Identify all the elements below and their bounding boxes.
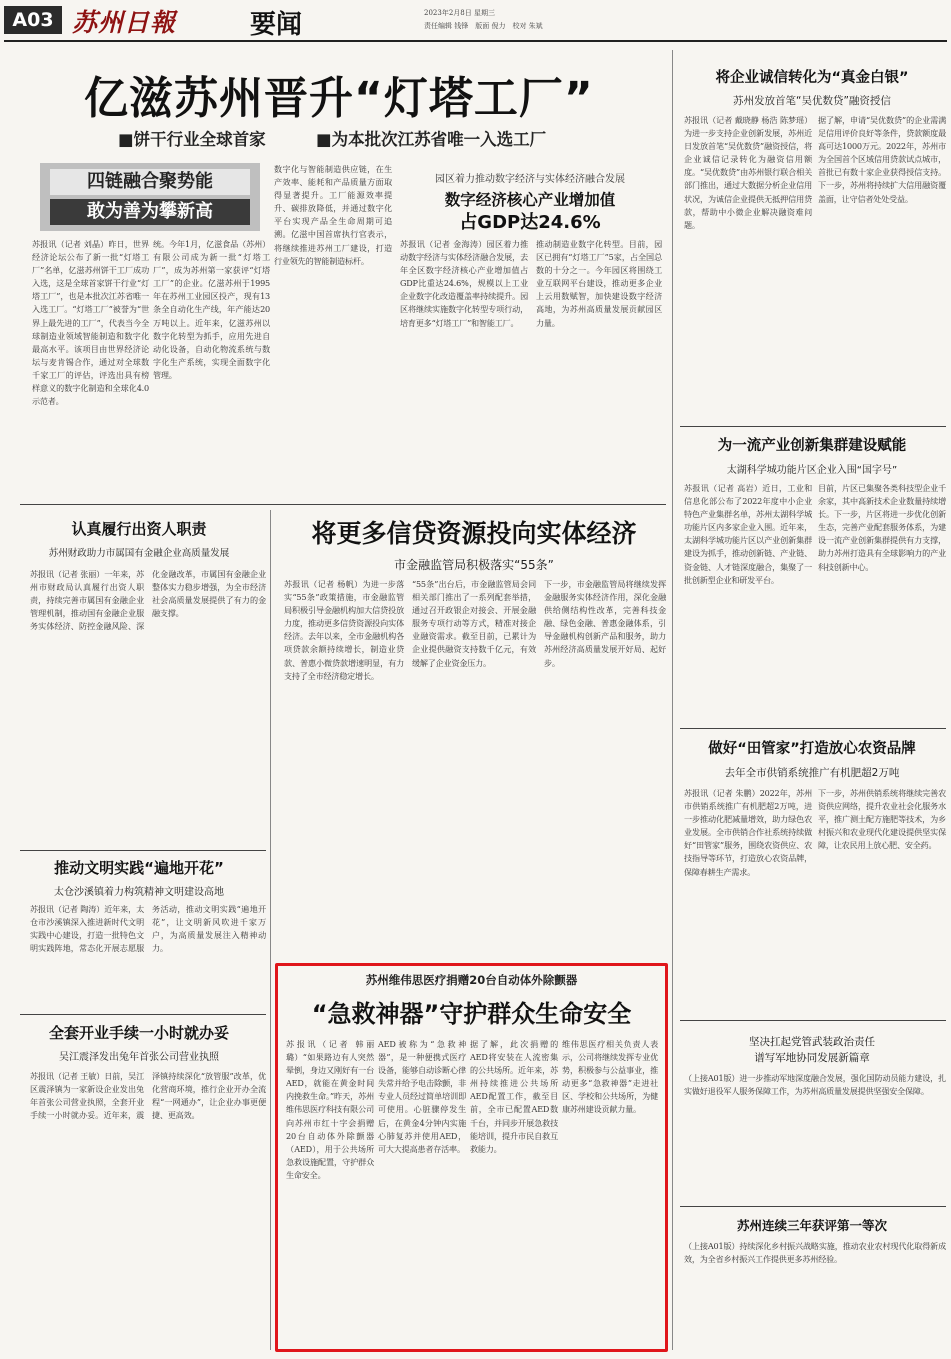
farm-title: 做好“田管家”打造放心农资品牌 — [708, 741, 916, 757]
right-rule-4 — [680, 1206, 946, 1207]
right-rule-2 — [680, 728, 946, 729]
credit-flow-column-1: 苏报讯（记者 杨帆）为进一步落实“55条”政策措施，市金融监管局积极引导金融机构加大信贷投放力度，推动更多信贷资源投向实体经济。去年以来，全市金融机构各项贷款余额持续增长，制造业贷款、普惠小微贷款增速明显，有力支持了全市经济稳定增长。 — [284, 579, 404, 681]
meta-date: 2023年2月8日 星期三 — [424, 9, 495, 17]
civility-title: 推动文明实践“遍地开花” — [54, 859, 224, 877]
farm-column-2: 下一步，苏州供销系统将继续完善农资供应网络，提升农业社会化服务水平，推广测土配方施肥等技术，为乡村振兴和农业现代化建设提供坚实保障，让农民用上放心肥、安全药。 — [818, 788, 946, 851]
credit-flow-column-3: 下一步，市金融监管局将继续发挥金融服务实体经济作用，深化金融供给侧结构性改革，完善科技金融、绿色金融、普惠金融体系，引导金融机构创新产品和服务，助力苏州经济高质量发展开好局、起好步。 — [544, 579, 666, 668]
credit-subtitle: 苏州发放首笔“吴优数贷”融资授信 — [733, 95, 891, 107]
masthead-rule — [4, 40, 947, 42]
license-subtitle: 吴江震泽发出兔年首张公司营业执照 — [59, 1052, 219, 1063]
inset-title-2: 占GDP达24.6% — [459, 212, 601, 233]
rank-title: 苏州连续三年获评第一等次 — [736, 1218, 887, 1233]
cluster-title: 为一流产业创新集群建设赋能 — [717, 438, 907, 454]
cluster-subtitle: 太湖科学城功能片区企业入围“国字号” — [726, 465, 898, 476]
lead-column-3: 数字化与智能制造供应链，在生产效率、能耗和产品质量方面取得显著提升。工厂能源效率提升、碳排放降低，并通过数字化平台实现产品全生命周期可追溯。亿滋中国首席执行官表示，将继续推进苏州工厂建设，打造行业领先的智能制造标杆。 — [274, 164, 392, 266]
cluster-column-2: 目前，片区已集聚各类科技型企业千余家，其中高新技术企业数量持续增长。下一步，片区将进一步优化创新生态，完善产业配套服务体系，为建设一流产业创新集群提供有力支撑，助力苏州打造具有全球影响力的产业科技创新中心。 — [818, 483, 946, 572]
license-body: 苏报讯（记者 王敏）日前，吴江区震泽镇为一家新设企业发出兔年首张公司营业执照，全套开业手续一小时就办妥。近年来，震泽镇持续深化“放管服”改革，优化营商环境，推行企业开办全流程“一网通办”，让企业办事更便捷、更高效。 — [30, 1071, 266, 1121]
cluster-column-1: 苏报讯（记者 高岩）近日，工业和信息化部公布了2022年度中小企业特色产业集群名单，苏州太湖科学城功能片区内多家企业入围。近年来，太湖科学城功能片区以产业创新集群建设为抓手，推动创新链、产业链、资金链、人才链深度融合，集聚了一批创新型企业和研发平台。 — [684, 483, 812, 585]
page-number: A03 — [4, 6, 62, 34]
rank-body: （上接A01版）持续深化乡村振兴战略实施，推动农业农村现代化取得新成效，为全省乡村振兴工作提供更多苏州经验。 — [684, 1241, 946, 1265]
aed-label: 苏州维伟思医疗捐赠20台自动体外除颤器 — [365, 973, 578, 987]
aed-title: “急救神器”守护群众生命安全 — [311, 1000, 632, 1028]
aed-column-2: AED被称为“急救神器”，是一种便携式医疗设备，能够自动诊断心律失常并给予电击除颤，非专业人员经过简单培训即可使用。心脏骤停发生后，在黄金4分钟内实施心肺复苏并使用AED，可大大提高患者存活率。 — [378, 1039, 466, 1154]
right-rule-3 — [680, 1020, 946, 1021]
lead-title: 亿滋苏州晋升“灯塔工厂” — [84, 73, 594, 124]
civility-subtitle: 太仓沙溪镇着力构筑精神文明建设高地 — [54, 887, 224, 898]
lead-column-2: 统。今年1月，亿滋食品（苏州）有限公司成为新一批“灯塔工厂”，成为苏州第一家获评“灯塔工厂”的企业。亿滋苏州于1995年在苏州工业园区投产，现有13条全自动化生产线，年产能达20万吨以上。近年来，亿滋苏州以数字化转型为抓手，应用先进自动化设备，自动化物流系统与数字化生产系统，实现全面数字化管理。 — [153, 239, 270, 380]
license-title: 全套开业手续一小时就办妥 — [48, 1024, 229, 1042]
aed-column-1: 苏报讯（记者 韩丽璐）“如果路边有人突然晕倒，身边又刚好有一台AED，就能在黄金时间内挽救生命。”昨天，苏州维伟思医疗科技有限公司向苏州市红十字会捐赠20台自动体外除颤器（AED），用于公共场所急救设施配置，守护群众生命安全。 — [286, 1039, 374, 1180]
lead-column-1: 苏报讯（记者 刘晶）昨日，世界经济论坛公布了新一批“灯塔工厂”名单，亿滋苏州饼干工厂成功入选，这是全球首家饼干行业“灯塔工厂”，也是本批次江苏省唯一入选工厂。“灯塔工厂”被誉为“世界上最先进的工厂”，代表当今全球制造业领域智能制造和数字化最高水平。该项目由世界经济论坛与麦肯锡合作，通过对全球数千家工厂的评估，评选出具有榜样意义的数字化制造和全球化4.0示范者。 — [32, 239, 149, 407]
lead-column-4: 苏报讯（记者 金海涛）园区着力推动数字经济与实体经济融合发展，去年全区数字经济核心产业增加值占GDP比重达24.6%，规模以上工业企业数字化改造覆盖率持续提升。园区将继续实施数字化转型专项行动，培育更多“灯塔工厂”和智能工厂。 — [400, 239, 528, 328]
farm-column-1: 苏报讯（记者 朱鹏）2022年，苏州市供销系统推广有机肥超2万吨，进一步推动化肥减量增效，助力绿色农业发展。全市供销合作社系统持续做好“田管家”服务，围绕农资供应、农技指导等环节，打造放心农资品牌，保障春耕生产需求。 — [684, 788, 812, 877]
lead-column-5: 推动制造业数字化转型。目前，园区已拥有“灯塔工厂”5家，占全国总数的十分之一。今年园区将围绕工业互联网平台建设，推动更多企业上云用数赋智，加快建设数字经济高地，为苏州高质量发展贡献园区力量。 — [536, 239, 662, 328]
aed-column-4: 维伟思医疗相关负责人表示，公司将继续发挥专业优势，积极参与公益事业，推动更多“急救神器”走进社区、学校和公共场所，为健康苏州建设贡献力量。 — [562, 1039, 658, 1115]
lead-subtitle-1: ■饼干行业全球首家 — [118, 130, 266, 149]
banner-line-1: 四链融合聚势能 — [50, 169, 250, 195]
masthead — [0, 0, 951, 40]
finance-body: 苏报讯（记者 张丽）一年来，苏州市财政局认真履行出资人职责，持续完善市属国有金融企业管理机制，推动国有金融企业服务实体经济、防控金融风险、深化金融改革，市属国有金融企业整体实力稳步增强，为全市经济社会高质量发展提供了有力的金融支撑。 — [30, 569, 266, 632]
meta-editors: 责任编辑 钱锋 版面 倪力 校对 朱斌 — [424, 22, 543, 30]
inset-title-1: 数字经济核心产业增加值 — [444, 191, 616, 209]
left-rule-2 — [20, 1014, 266, 1015]
banner-line-2: 敢为善为攀新高 — [50, 199, 250, 225]
credit-flow-title: 将更多信贷资源投向实体经济 — [311, 519, 637, 548]
finance-subtitle: 苏州财政助力市属国有金融企业高质量发展 — [48, 548, 230, 559]
section-title: 要闻 — [250, 10, 303, 40]
military-title: 坚决扛起党管武装政治责任 — [749, 1036, 875, 1048]
lead-banner — [40, 163, 260, 231]
credit-title: 将企业诚信转化为“真金白银” — [715, 70, 909, 86]
civility-body: 苏报讯（记者 陶涛）近年来，太仓市沙溪镇深入推进新时代文明实践中心建设，打造一批特色文明实践阵地，常态化开展志愿服务活动，推动文明实践“遍地开花”，让文明新风吹进千家万户，为高质量发展注入精神动力。 — [30, 904, 266, 954]
right-column-divider — [672, 50, 673, 1350]
aed-column-3: 据了解，此次捐赠的AED将安装在人流密集的公共场所。近年来，苏州持续推进公共场所AED配置工作，截至目前，全市已配置AED数千台，并同步开展急救技能培训，提升市民自救互救能力。 — [470, 1039, 558, 1154]
military-body: （上接A01版）进一步推动军地深度融合发展，强化国防动员能力建设，扎实做好退役军人服务保障工作，为苏州高质量发展提供坚强安全保障。 — [684, 1073, 946, 1097]
credit-flow-column-2: “55条”出台后，市金融监管局会同相关部门推出了一系列配套举措，通过召开政银企对接会、开展金融服务专项行动等方式，精准对接企业融资需求。截至目前，已累计为企业提供融资支持数千亿元，有效缓解了企业资金压力。 — [412, 579, 536, 668]
lead-subtitle-2: ■为本批次江苏省唯一入选工厂 — [316, 130, 547, 149]
farm-subtitle: 去年全市供销系统推广有机肥超2万吨 — [724, 767, 900, 779]
paper-name: 苏州日報 — [72, 8, 177, 37]
left-rule-1 — [20, 850, 266, 851]
left-column-divider — [270, 510, 271, 1350]
highlight-box — [275, 963, 668, 1352]
inset-label: 园区着力推动数字经济与实体经济融合发展 — [435, 174, 625, 185]
credit-column-2: 据了解，申请“吴优数贷”的企业需满足信用评价良好等条件，贷款额度最高可达1000万元。2022年，苏州市为全国首个区域信用贷款试点城市，首批已有数十家企业获得授信支持。下一步，苏州将持续扩大信用融资覆盖面，让守信者处处受益。 — [818, 115, 946, 204]
right-rule-1 — [680, 426, 946, 427]
credit-flow-subtitle: 市金融监管局积极落实“55条” — [394, 558, 554, 572]
lead-inset-box — [402, 170, 658, 236]
lead-bottom-rule — [20, 504, 666, 505]
credit-column-1: 苏报讯（记者 戴晓静 杨浩 陈梦瑶）为进一步支持企业创新发展，苏州近日发放首笔“吴优数贷”融资授信，将企业诚信记录转化为融资信用额度。“吴优数贷”由苏州银行联合相关部门推出，通过大数据分析企业信用状况，为诚信企业提供无抵押信用贷款，帮助中小微企业解决融资难问题。 — [684, 115, 812, 230]
military-subtitle: 谱写军地协同发展新篇章 — [754, 1052, 870, 1064]
finance-title: 认真履行出资人职责 — [71, 520, 207, 538]
